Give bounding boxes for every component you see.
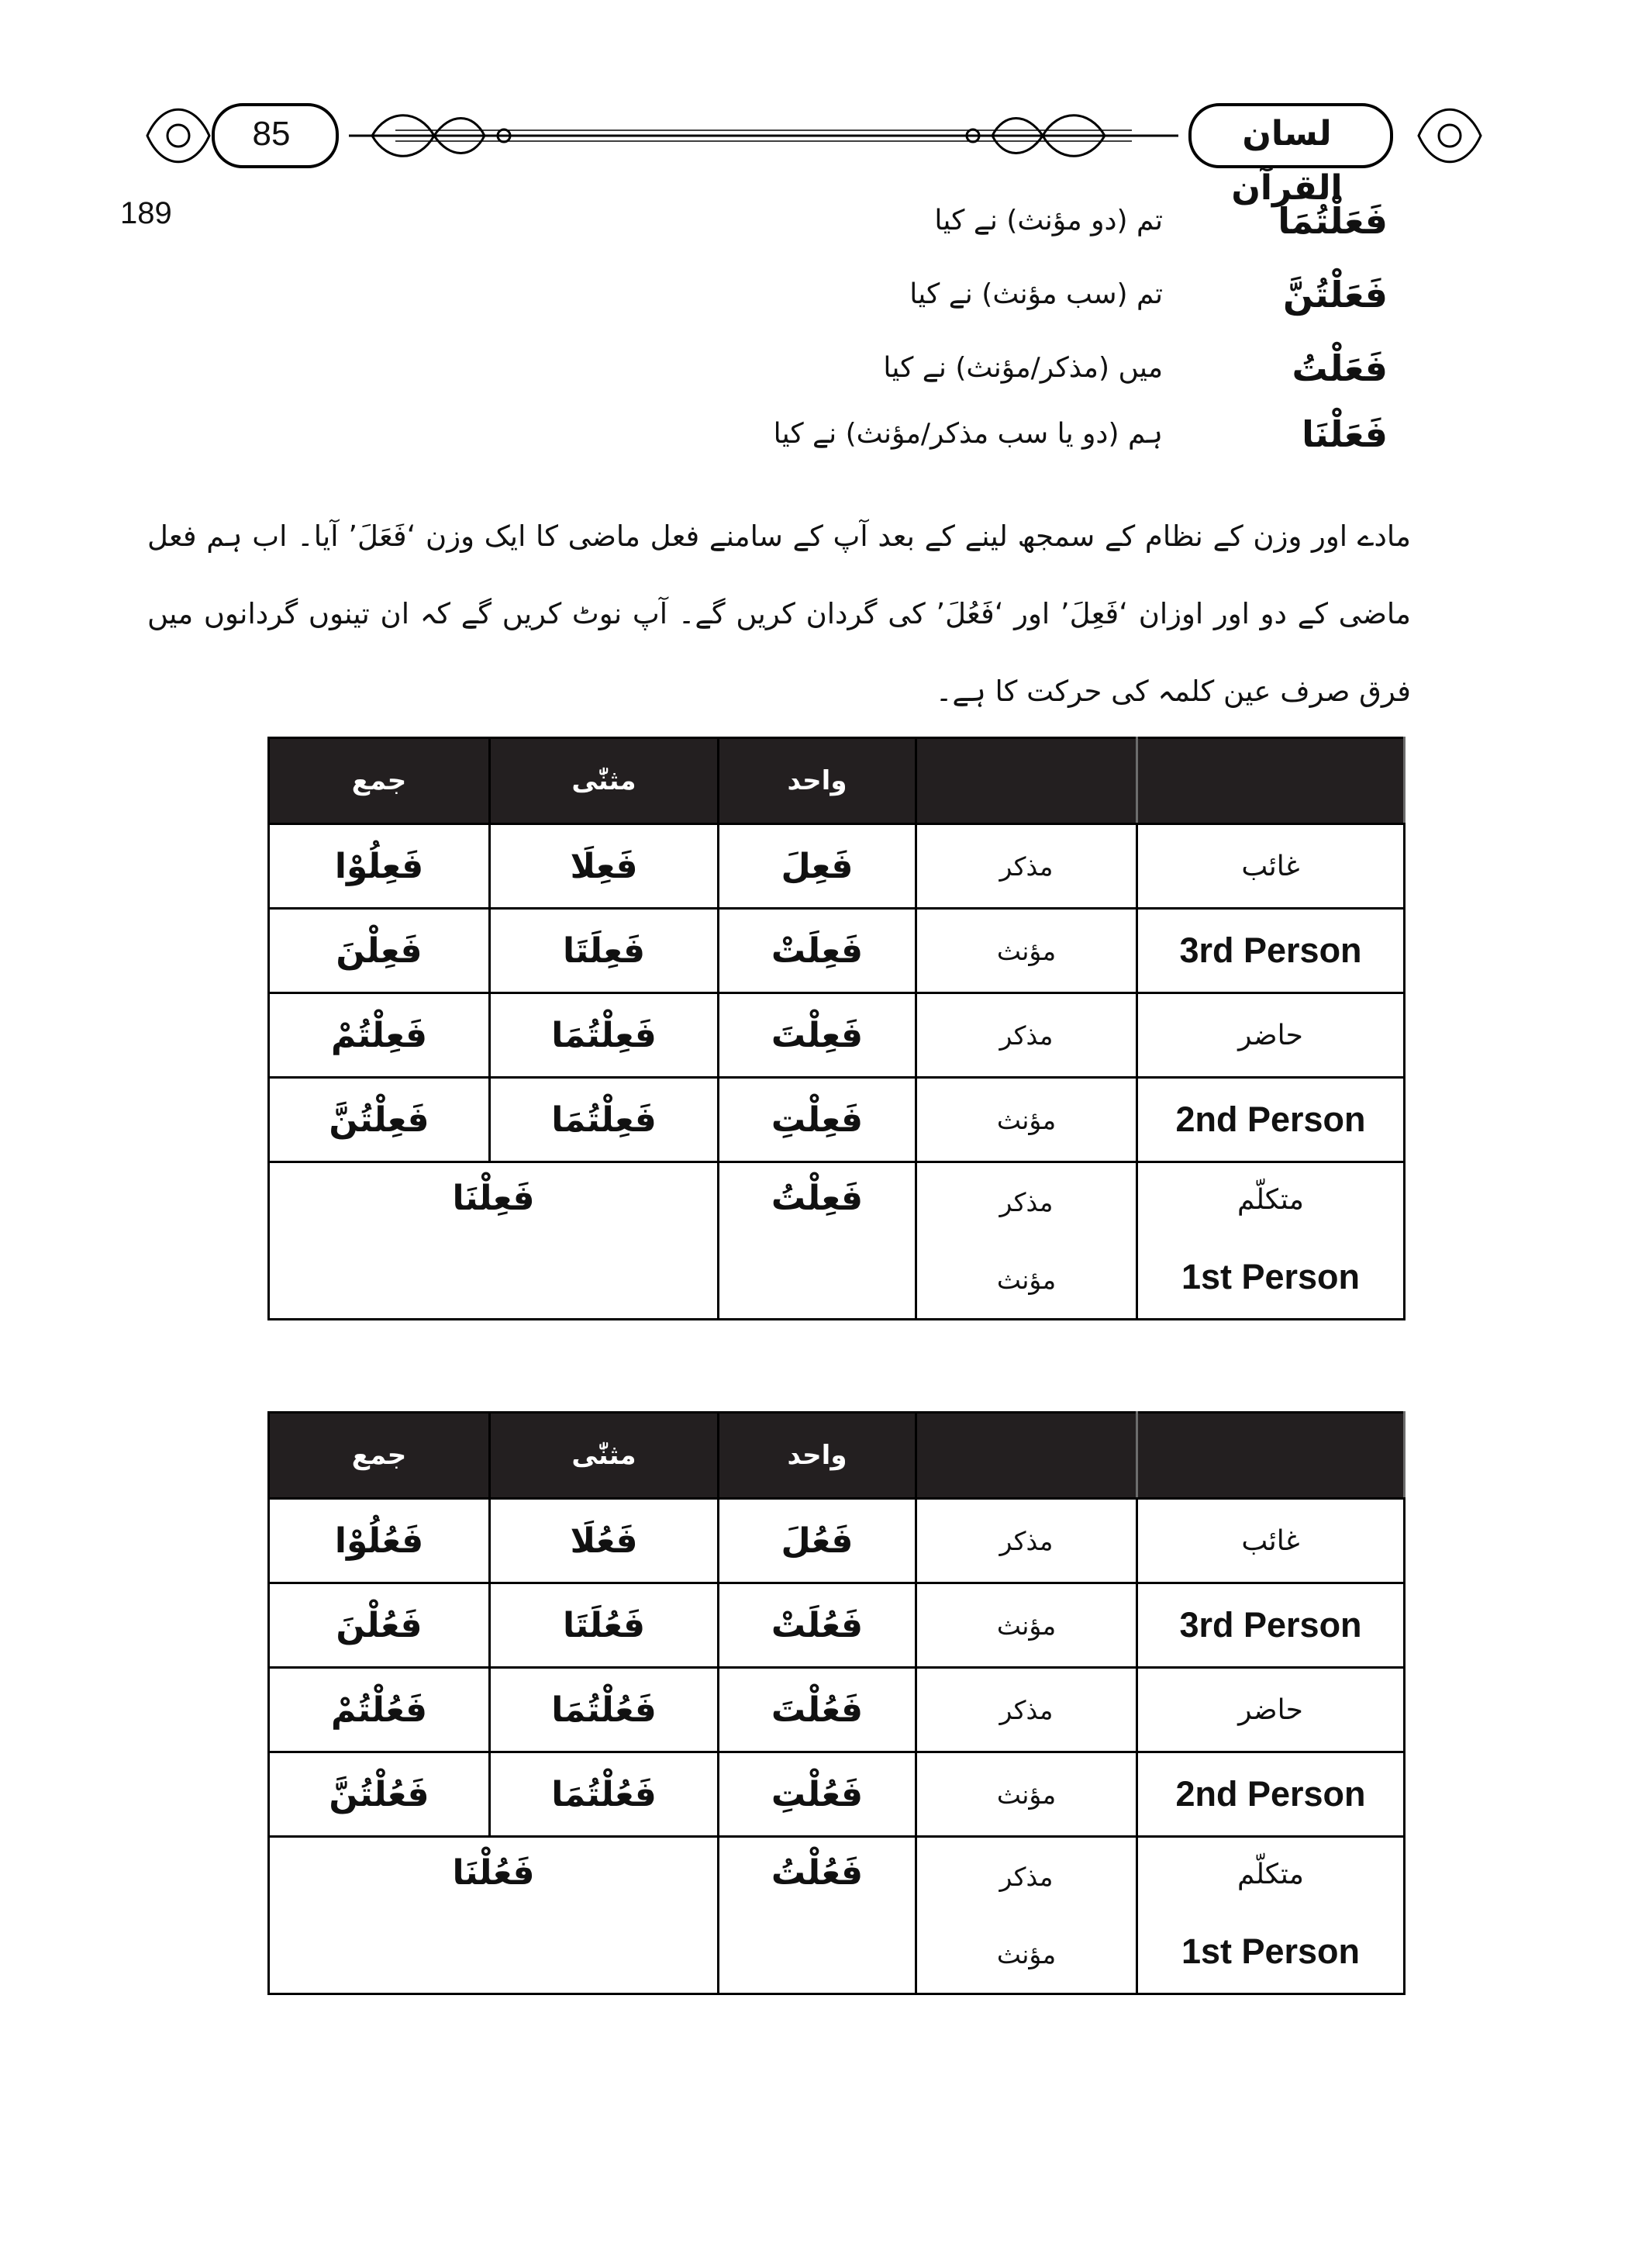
form-cell: فَعُلْنَا	[269, 1837, 719, 1994]
form-cell: فَعِلَتَا	[490, 909, 719, 993]
form-cell: فَعِلَ	[719, 824, 916, 909]
form-cell: فَعُلْنَ	[269, 1583, 490, 1668]
form-cell: فَعُلْتُ	[719, 1837, 916, 1994]
table-row	[269, 1837, 1405, 1994]
table-row	[269, 1162, 1405, 1320]
form-cell: فَعِلَتْ	[719, 909, 916, 993]
conjugation-table-faila	[267, 737, 1406, 1320]
form-cell: فَعُلَتْ	[719, 1583, 916, 1668]
dual-header: مثنّٰی	[490, 1413, 719, 1499]
table-row	[269, 1752, 1405, 1837]
reference-number: 189	[120, 196, 172, 230]
form-cell: فَعِلْتُمَا	[490, 993, 719, 1078]
singular-header: واحد	[719, 738, 916, 824]
blank-header	[1137, 1413, 1405, 1499]
person-label: متکلّم	[1237, 1858, 1304, 1890]
table-row	[269, 1668, 1405, 1752]
table-row	[269, 993, 1405, 1078]
singular-header: واحد	[719, 1413, 916, 1499]
table-row	[269, 824, 1405, 909]
conjugation-table-faula	[267, 1411, 1406, 1995]
gender-cell	[916, 1162, 1137, 1320]
form-cell: فَعِلْتَ	[719, 993, 916, 1078]
conjugation-meaning: میں (مذکر/مؤنث) نے کیا	[883, 352, 1163, 384]
gender-cell: مذکر	[916, 993, 1137, 1078]
form-cell: فَعِلْنَا	[269, 1162, 719, 1320]
table-header-row	[269, 738, 1405, 824]
person-cell: 3rd Person	[1137, 909, 1405, 993]
book-title: لسان القرآن	[1231, 114, 1343, 208]
conjugation-meaning: تم (دو مؤنث) نے کیا	[934, 205, 1163, 236]
gender-cell: مذکر	[916, 824, 1137, 909]
gender-label: مذکر	[999, 1861, 1054, 1892]
person-label: 1st Person	[1181, 1257, 1361, 1297]
blank-header	[916, 1413, 1137, 1499]
table-row	[269, 1499, 1405, 1583]
plural-header: جمع	[269, 1413, 490, 1499]
table-row	[269, 909, 1405, 993]
form-cell: فَعُلْتُنَّ	[269, 1752, 490, 1837]
gender-cell: مؤنث	[916, 909, 1137, 993]
person-cell: 2nd Person	[1137, 1752, 1405, 1837]
page-number: 85	[252, 115, 291, 153]
form-cell: فَعِلْتِ	[719, 1078, 916, 1162]
form-cell: فَعِلْتُمْ	[269, 993, 490, 1078]
gender-label: مؤنث	[996, 1264, 1057, 1295]
plural-header: جمع	[269, 738, 490, 824]
person-cell: 2nd Person	[1137, 1078, 1405, 1162]
form-cell: فَعُلْتُمَا	[490, 1668, 719, 1752]
form-cell: فَعِلَا	[490, 824, 719, 909]
person-cell: غائب	[1137, 824, 1405, 909]
blank-header	[1137, 738, 1405, 824]
dual-header: مثنّٰی	[490, 738, 719, 824]
table-header-row	[269, 1413, 1405, 1499]
person-label: 1st Person	[1181, 1931, 1361, 1972]
person-cell: غائب	[1137, 1499, 1405, 1583]
gender-cell: مذکر	[916, 1499, 1137, 1583]
table-row	[269, 1583, 1405, 1668]
conjugation-row	[698, 399, 1395, 469]
form-cell: فَعُلَ	[719, 1499, 916, 1583]
conjugation-row	[698, 333, 1395, 403]
person-cell: 3rd Person	[1137, 1583, 1405, 1668]
person-cell	[1137, 1837, 1405, 1994]
gender-cell: مؤنث	[916, 1583, 1137, 1668]
form-cell: فَعِلْنَ	[269, 909, 490, 993]
gender-cell	[916, 1837, 1137, 1994]
gender-cell: مؤنث	[916, 1078, 1137, 1162]
gender-label: مؤنث	[996, 1938, 1057, 1969]
gender-label: مذکر	[999, 1186, 1054, 1217]
person-cell: حاضر	[1137, 1668, 1405, 1752]
conjugation-verb: فَعَلْتُ	[1292, 347, 1388, 389]
form-cell: فَعُلُوْا	[269, 1499, 490, 1583]
blank-header	[916, 738, 1137, 824]
person-cell	[1137, 1162, 1405, 1320]
conjugation-meaning: تم (سب مؤنث) نے کیا	[909, 278, 1163, 310]
form-cell: فَعِلُوْا	[269, 824, 490, 909]
form-cell: فَعُلَا	[490, 1499, 719, 1583]
form-cell: فَعُلْتُمْ	[269, 1668, 490, 1752]
form-cell: فَعُلْتِ	[719, 1752, 916, 1837]
form-cell: فَعُلْتُمَا	[490, 1752, 719, 1837]
person-cell: حاضر	[1137, 993, 1405, 1078]
gender-cell: مذکر	[916, 1668, 1137, 1752]
conjugation-verb: فَعَلْتُنَّ	[1282, 274, 1388, 316]
form-cell: فَعُلَتَا	[490, 1583, 719, 1668]
form-cell: فَعِلْتُمَا	[490, 1078, 719, 1162]
intro-paragraph: مادے اور وزن کے نظام کے سمجھ لینے کے بعد آپ کے سامنے فعل ماضی کا ایک وزن ‘فَعَلَ’ آیا۔ اب ہم فعل ماضی کے دو اور اوزان ‘فَعِلَ’ اور ‘فَعُلَ’ کی گردان کریں گے۔ آپ نوٹ کریں گے کہ ان تینوں گردانوں میں فرق صرف عین کلمہ کی حرکت کا ہے۔	[147, 520, 1411, 708]
conjugation-row	[698, 186, 1395, 256]
form-cell: فَعِلْتُنَّ	[269, 1078, 490, 1162]
conjugation-meaning: ہم (دو یا سب مذکر/مؤنث) نے کیا	[773, 418, 1163, 450]
conjugation-verb: فَعَلْتُمَا	[1278, 200, 1388, 242]
conjugation-verb: فَعَلْنَا	[1302, 413, 1388, 455]
person-label: متکلّم	[1237, 1183, 1304, 1216]
form-cell: فَعُلْتَ	[719, 1668, 916, 1752]
conjugation-row	[698, 260, 1395, 330]
gender-cell: مؤنث	[916, 1752, 1137, 1837]
table-row	[269, 1078, 1405, 1162]
form-cell: فَعِلْتُ	[719, 1162, 916, 1320]
